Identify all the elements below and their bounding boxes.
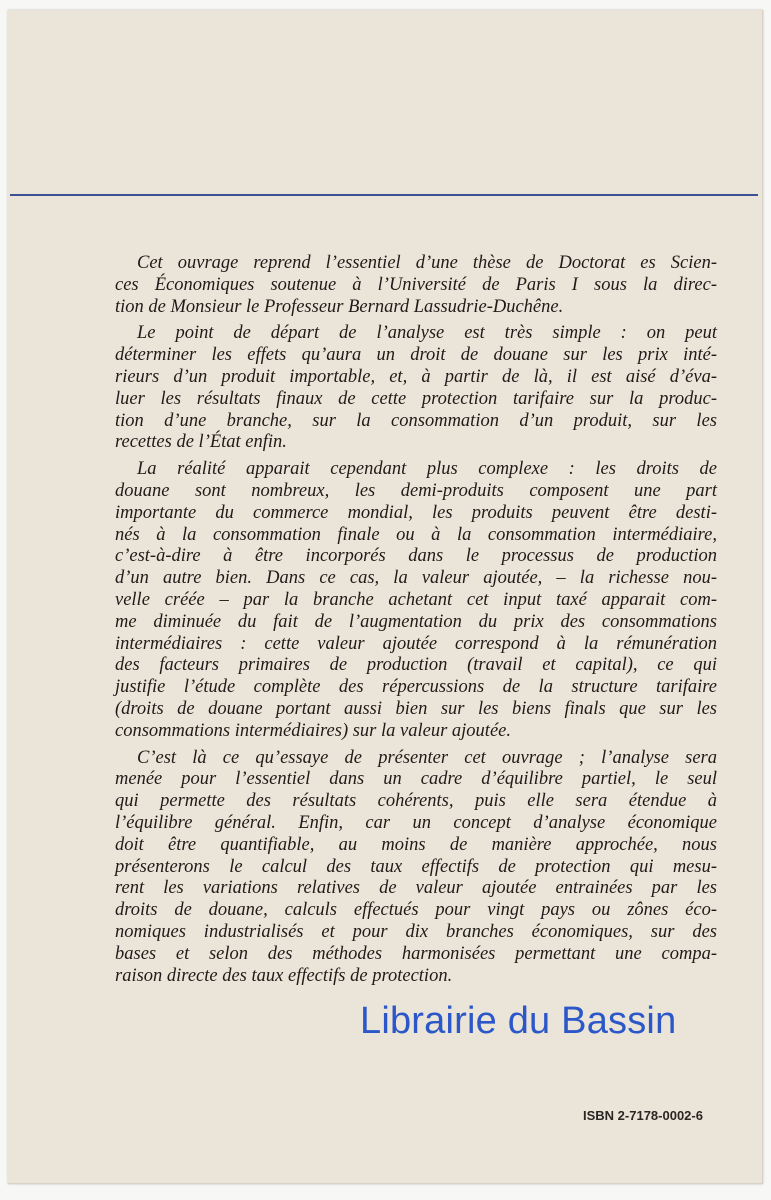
- text-line: menée pour l’essentiel dans un cadre d’équilibre partiel, le seul: [115, 769, 717, 790]
- text-line: justifie l’étude complète des répercussions de la structure tarifaire: [115, 677, 717, 698]
- text-line: présenterons le calcul des taux effectifs de protection qui mesu-: [115, 856, 717, 877]
- text-line: c’est-à-dire à être incorporés dans le processus de production: [115, 546, 717, 567]
- text-line: La réalité apparait cependant plus complexe : les droits de: [137, 459, 717, 480]
- blurb-paragraph: [115, 323, 717, 454]
- text-line: nés à la consommation finale ou à la consommation intermédiaire,: [115, 524, 717, 545]
- blurb-paragraph: [115, 253, 717, 318]
- text-line: tion d’une branche, sur la consommation d’un produit, sur les: [115, 410, 717, 431]
- text-line: l’équilibre général. Enfin, car un concept d’analyse économique: [115, 812, 717, 833]
- blue-rule-divider: [10, 194, 758, 196]
- text-line: (droits de douane portant aussi bien sur les biens finals que sur les: [115, 698, 717, 719]
- isbn-label: ISBN 2-7178-0002-6: [583, 1108, 703, 1123]
- text-line: tion de Monsieur le Professeur Bernard Lassudrie-Duchêne.: [115, 296, 564, 317]
- text-line: intermédiaires : cette valeur ajoutée correspond à la rémunération: [115, 633, 717, 654]
- blurb-paragraph: [115, 459, 717, 742]
- text-line: ces Économiques soutenue à l’Université de Paris I sous la direc-: [115, 274, 717, 295]
- bookseller-watermark: Librairie du Bassin: [360, 1000, 677, 1042]
- text-line: droits de douane, calculs effectués pour vingt pays ou zônes éco-: [115, 900, 717, 921]
- text-line: raison directe des taux effectifs de protection.: [115, 965, 453, 986]
- text-line: velle créée – par la branche achetant cet input taxé apparait com-: [115, 589, 717, 610]
- text-line: douane sont nombreux, les demi-produits composent une part: [115, 480, 717, 501]
- text-line: luer les résultats finaux de cette protection tarifaire sur la produc-: [115, 388, 717, 409]
- text-line: des facteurs primaires de production (travail et capital), ce qui: [115, 655, 717, 676]
- blurb-text: [115, 253, 717, 992]
- text-line: recettes de l’État enfin.: [115, 432, 287, 453]
- text-line: Le point de départ de l’analyse est très simple : on peut: [137, 323, 717, 344]
- text-line: me diminuée du fait de l’augmentation du prix des consommations: [115, 611, 717, 632]
- text-line: rent les variations relatives de valeur ajoutée entrainées par les: [115, 878, 717, 899]
- text-line: consommations intermédiaires) sur la valeur ajoutée.: [115, 720, 511, 741]
- text-line: Cet ouvrage reprend l’essentiel d’une thèse de Doctorat es Scien-: [137, 253, 717, 273]
- text-line: nomiques industrialisés et pour dix branches économiques, sur des: [115, 921, 717, 942]
- text-line: doit être quantifiable, au moins de manière approchée, nous: [115, 834, 717, 855]
- text-line: qui permette des résultats cohérents, puis elle sera étendue à: [115, 791, 717, 812]
- text-line: C’est là ce qu’essaye de présenter cet ouvrage ; l’analyse sera: [137, 747, 717, 768]
- text-line: rieurs d’un produit importable, et, à partir de là, il est aisé d’éva-: [115, 366, 717, 387]
- text-line: bases et selon des méthodes harmonisées permettant une compa-: [115, 943, 717, 964]
- text-line: déterminer les effets qu’aura un droit de douane sur les prix inté-: [115, 345, 717, 366]
- blurb-paragraph: [115, 748, 717, 988]
- text-line: d’un autre bien. Dans ce cas, la valeur ajoutée, – la richesse nou-: [115, 568, 717, 589]
- text-line: importante du commerce mondial, les produits peuvent être desti-: [115, 502, 717, 523]
